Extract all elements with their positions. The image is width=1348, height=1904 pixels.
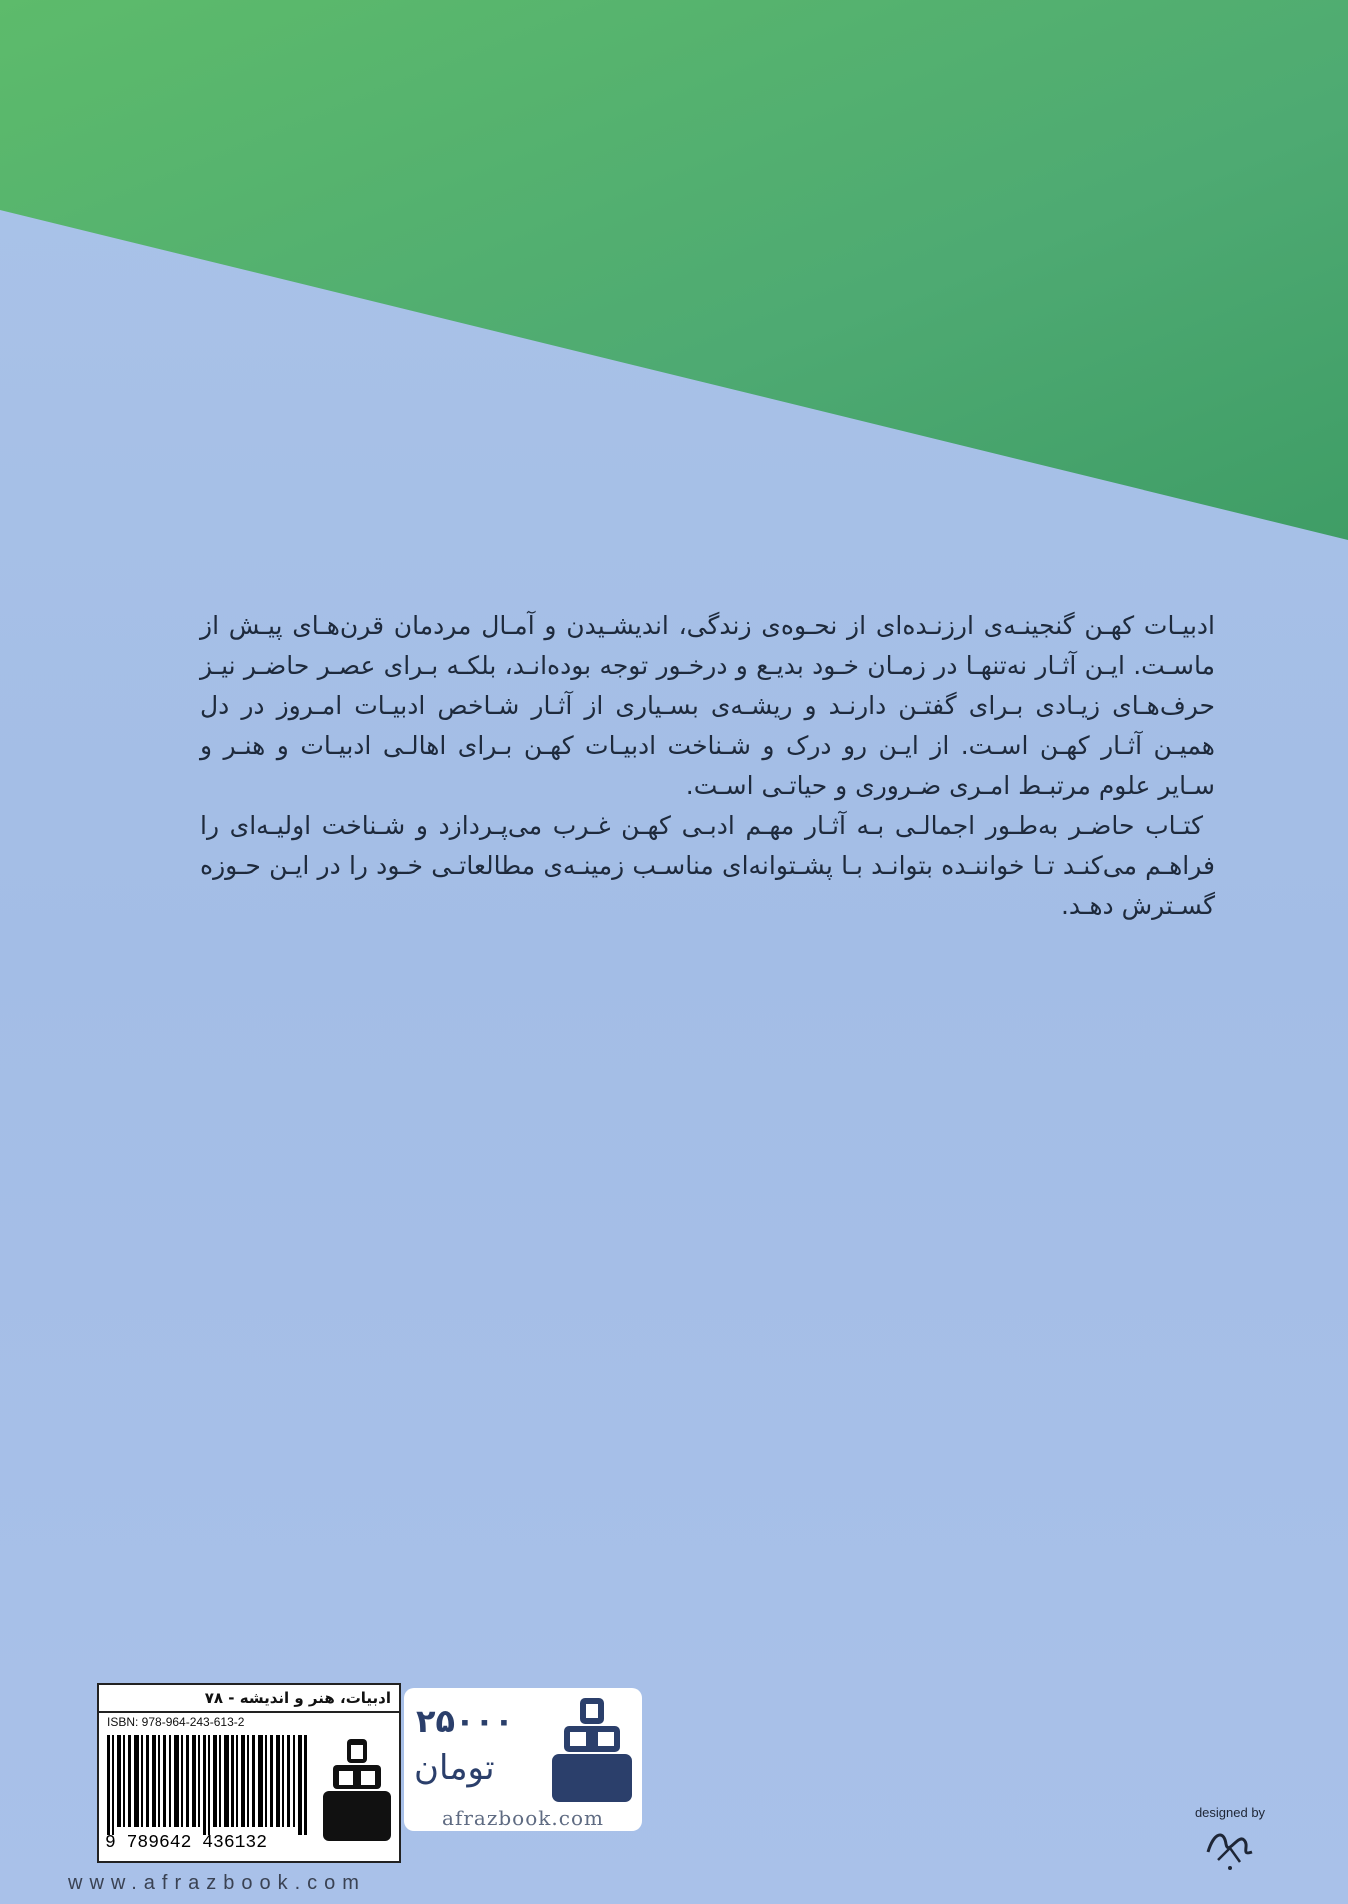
afraz-logo-icon [550,1694,634,1806]
series-label: ادبیات، هنر و اندیشه - ۷۸ [99,1685,399,1713]
publisher-website: www.afrazbook.com [68,1872,366,1894]
price-amount: ۲۵۰۰۰ [416,1702,514,1740]
designer-label: designed by [1194,1805,1266,1820]
back-cover-description [200,606,1215,926]
barcode-icon [105,1735,315,1835]
barcode-digits: 9 789642 436132 [105,1833,268,1853]
price-sticker [404,1688,642,1831]
green-diagonal-band [0,0,1348,560]
afraz-logo-icon [321,1735,393,1845]
description-paragraph-2: کتـاب حاضـر به‌طـور اجمالـی بـه آثـار مهـم ادبـی کهـن غـرب می‌پـردازد و شـناخت اولیـه‌ای را فراهـم می‌کنـد تـا خواننـده بتوانـد بـا پشـتوانه‌ای مناسـب زمینـه‌ی مطالعاتـی خـود را در ایـن حـوزه گسـترش دهـد. [200,811,1215,920]
price-currency: تومان [414,1748,495,1788]
designer-credit [1185,1805,1275,1876]
designer-signature-icon [1200,1822,1260,1872]
isbn-number: ISBN: 978-964-243-613-2 [107,1715,245,1729]
price-sticker-website: afrazbook.com [442,1806,604,1830]
description-paragraph-1: ادبیـات کهـن گنجینـه‌ی ارزنـده‌ای از نحـوه‌ی زندگی، اندیشـیدن و آمـال مردمان قرن‌هـای پیـش از ماسـت. ایـن آثـار نه‌تنهـا در زمـان خـود بدیـع و درخـور توجه بوده‌انـد، بلکـه بـرای عصـر حاضـر نیـز حرف‌هـای زیـادی بـرای گفتـن دارنـد و ریشـه‌ی بسـیاری از آثـار شـاخص ادبیـات امـروز در دل همیـن آثـار کهـن اسـت. از ایـن رو درک و شـناخت ادبیـات کهـن بـرای اهالـی ادبیـات و هنـر و سـایر علوم مرتبـط امـری ضـروری و حیاتـی اسـت. [200,611,1215,800]
isbn-barcode-box [97,1683,401,1863]
